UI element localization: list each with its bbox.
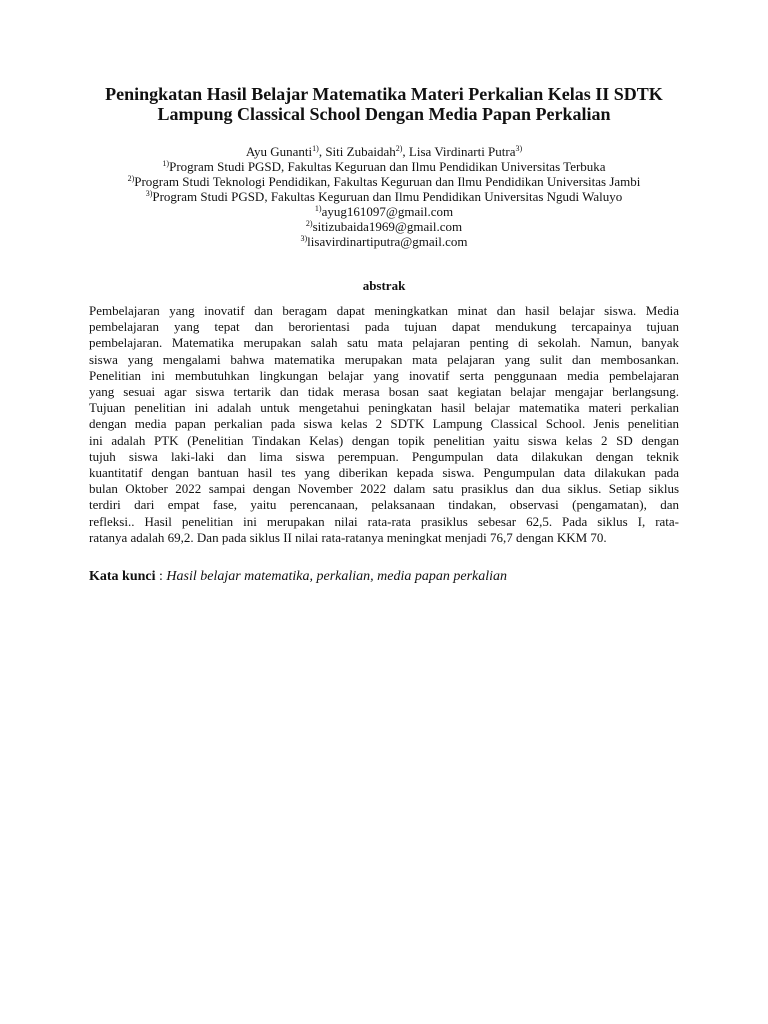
abstract-line: ini adalah PTK (Penelitian Tindakan Kelas) dengan topik penelitian yaitu siswa kelas 2 SD dengan (89, 432, 679, 448)
abstract-line: ratanya adalah 69,2. Dan pada siklus II nilai rata-ratanya meningkat menjadi 76,7 dengan KKM 70. (89, 529, 607, 545)
author-sup-2: 2) (395, 144, 403, 153)
abstract-line: yang sesuai agar siswa tertarik dan tidak merasa bosan saat kegiatan belajar mengajar berlangsung. (89, 384, 679, 400)
email-2-sup: 2) (305, 219, 313, 228)
email-1 (89, 204, 679, 219)
abstract-line: tujuh siswa laki-laki dan lima siswa perempuan. Pengumpulan data dilakukan dengan teknik (89, 448, 679, 464)
author-block (89, 144, 679, 249)
email-1-sup: 1) (314, 204, 322, 213)
abstract-body (89, 303, 679, 546)
abstract-line: siswa yang mengalami bahwa matematika merupakan mata pelajaran yang sulit dan membosankan. (89, 351, 679, 367)
abstract-line: terdiri dari empat fase, yaitu perencanaan, pelaksanaan tindakan, observasi (pengamatan), dan (89, 497, 679, 513)
keywords-line (89, 569, 679, 585)
affiliation-3 (89, 189, 679, 204)
paper-title-line-2: Lampung Classical School Dengan Media Papan Perkalian (157, 104, 611, 124)
affiliation-2-text: Program Studi Teknologi Pendidikan, Fakultas Keguruan dan Ilmu Pendidikan Universitas Jambi (134, 174, 641, 189)
email-2-text: sitizubaida1969@gmail.com (312, 219, 463, 234)
abstract-line: pembelajaran yang tepat dan berorientasi pada tujuan dapat mendukung tercapainya tujuan (89, 319, 679, 335)
abstract-line: bulan Oktober 2022 sampai dengan November 2022 dalam satu prasiklus dan dua siklus. Setiap siklus (89, 481, 679, 497)
email-1-text: ayug161097@gmail.com (321, 204, 454, 219)
paper-title (89, 0, 679, 124)
affiliation-3-sup: 3) (145, 189, 153, 198)
affiliation-1-sup: 1) (162, 159, 170, 168)
author-sup-1: 1) (312, 144, 319, 153)
abstract-heading: abstrak (362, 278, 406, 293)
abstract-line: Tujuan penelitian ini adalah untuk mengetahui peningkatan hasil belajar matematika materi perkalian (89, 400, 679, 416)
author-sup-3: 3) (515, 144, 523, 153)
keywords-values: Hasil belajar matematika, perkalian, media papan perkalian (166, 569, 508, 585)
abstract-line: kuantitatif dengan bantuan hasil tes yang diberikan kepada siswa. Pengumpulan data dilakukan pada (89, 465, 679, 481)
author-list (89, 144, 679, 159)
author-name-1: Ayu Gunanti (245, 144, 313, 159)
email-3-text: lisavirdinartiputra@gmail.com (307, 234, 468, 249)
keywords-label: Kata kunci (89, 569, 156, 585)
keywords-separator: : (155, 569, 167, 585)
affiliation-1 (89, 159, 679, 174)
abstract-line: refleksi.. Hasil penelitian ini merupakan nilai rata-rata prasiklus sebesar 62,5. Pada siklus I, rata- (89, 513, 679, 529)
abstract-line: pembelajaran. Matematika merupakan salah satu mata pelajaran penting di sekolah. Namun, banyak (89, 335, 679, 351)
author-name-3: , Lisa Virdinarti Putra (402, 144, 516, 159)
abstract-line: Pembelajaran yang inovatif dan beragam dapat meningkatkan minat dan hasil belajar siswa. Media (89, 303, 679, 318)
email-3 (89, 234, 679, 249)
affiliation-2 (89, 174, 679, 189)
paper-title-line-1: Peningkatan Hasil Belajar Matematika Materi Perkalian Kelas II SDTK (105, 84, 663, 104)
author-name-2: , Siti Zubaidah (318, 144, 396, 159)
email-2 (89, 219, 679, 234)
abstract-line: Penelitian ini membutuhkan lingkungan belajar yang inovatif serta penggunaan media pembelajaran (89, 367, 679, 383)
affiliation-2-sup: 2) (127, 174, 135, 183)
abstract-line: dengan media papan perkalian pada siswa kelas 2 SDTK Lampung Classical School. Jenis penelitian (89, 416, 679, 432)
email-3-sup: 3) (300, 234, 308, 243)
affiliation-1-text: Program Studi PGSD, Fakultas Keguruan dan Ilmu Pendidikan Universitas Terbuka (169, 159, 606, 174)
affiliation-3-text: Program Studi PGSD, Fakultas Keguruan dan Ilmu Pendidikan Universitas Ngudi Waluyo (152, 189, 623, 204)
